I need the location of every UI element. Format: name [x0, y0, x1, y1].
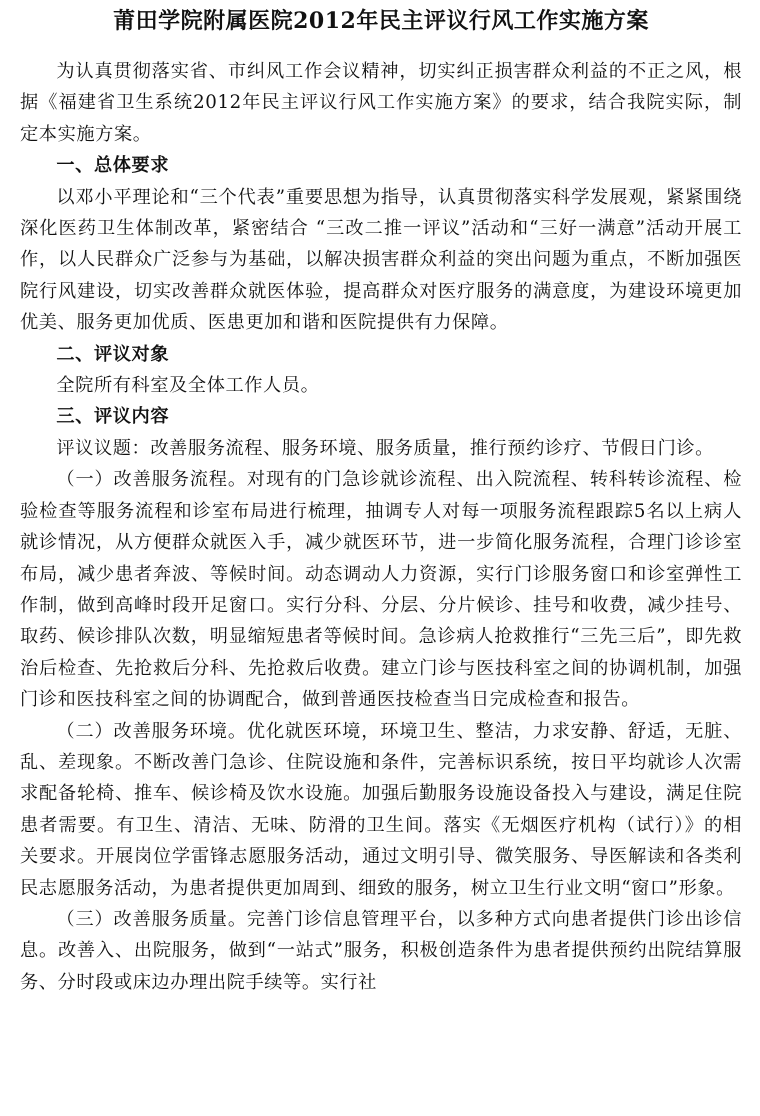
section-3-heading: 三、评议内容 — [56, 406, 170, 428]
intro-paragraph: 为认真贯彻落实省、市纠风工作会议精神，切实纠正损害群众利益的不正之风，根据《福建省卫生系统2012年民主评议行风工作实施方案》的要求，结合我院实际，制定本实施方案。 — [20, 61, 742, 145]
section-1-heading: 一、总体要求 — [56, 155, 170, 177]
document-title: 莆田学院附属医院2012年民主评议行风工作实施方案 — [113, 8, 649, 34]
section-2-body: 全院所有科室及全体工作人员。 — [56, 375, 320, 397]
item-2-service-environment: （二）改善服务环境。优化就医环境，环境卫生、整洁，力求安静、舒适，无脏、乱、差现象。不断改善门急诊、住院设施和条件，完善标识系统，按日平均就诊人次需求配备轮椅、推车、候诊椅及饮水设施。加强后勤服务设施设备投入与建设，满足住院患者需要。有卫生、清洁、无味、防滑的卫生间。落实《无烟医疗机构（试行）》的相关要求。开展岗位学雷锋志愿服务活动，通过文明引导、微笑服务、导医解读和各类利民志愿服务活动，为患者提供更加周到、细致的服务，树立卫生行业文明“窗口”形象。 — [20, 720, 742, 899]
section-1-body: 以邓小平理论和“三个代表”重要思想为指导，认真贯彻落实科学发展观，紧紧围绕深化医药卫生体制改革，紧密结合 “三改二推一评议”活动和“三好一满意”活动开展工作，以人民群众广泛参与为基础，以解决损害群众利益的突出问题为重点，不断加强医院行风建设，切实改善群众就医体验，提高群众对医疗服务的满意度，为建设环境更加优美、服务更加优质、医患更加和谐和医院提供有力保障。 — [20, 186, 742, 334]
section-2-heading: 二、评议对象 — [56, 343, 170, 365]
item-1-service-process: （一）改善服务流程。对现有的门急诊就诊流程、出入院流程、转科转诊流程、检验检查等服务流程和诊室布局进行梳理，抽调专人对每一项服务流程跟踪5名以上病人就诊情况，从方便群众就医入手，减少就医环节，进一步简化服务流程，合理门诊诊室布局，减少患者奔波、等候时间。动态调动人力资源，实行门诊服务窗口和诊室弹性工作制，做到高峰时段开足窗口。实行分科、分层、分片候诊、挂号和收费，减少挂号、取药、候诊排队次数，明显缩短患者等候时间。急诊病人抢救推行“三先三后”，即先救治后检查、先抢救后分科、先抢救后收费。建立门诊与医技科室之间的协调机制，加强门诊和医技科室之间的协调配合，做到普通医技检查当日完成检查和报告。 — [20, 469, 742, 711]
item-3-service-quality: （三）改善服务质量。完善门诊信息管理平台，以多种方式向患者提供门诊出诊信息。改善入、出院服务，做到“一站式”服务，积极创造条件为患者提供预约出院结算服务、分时段或床边办理出院手续等。实行社 — [20, 908, 742, 993]
section-3-intro: 评议议题：改善服务流程、服务环境、服务质量，推行预约诊疗、节假日门诊。 — [56, 437, 714, 459]
